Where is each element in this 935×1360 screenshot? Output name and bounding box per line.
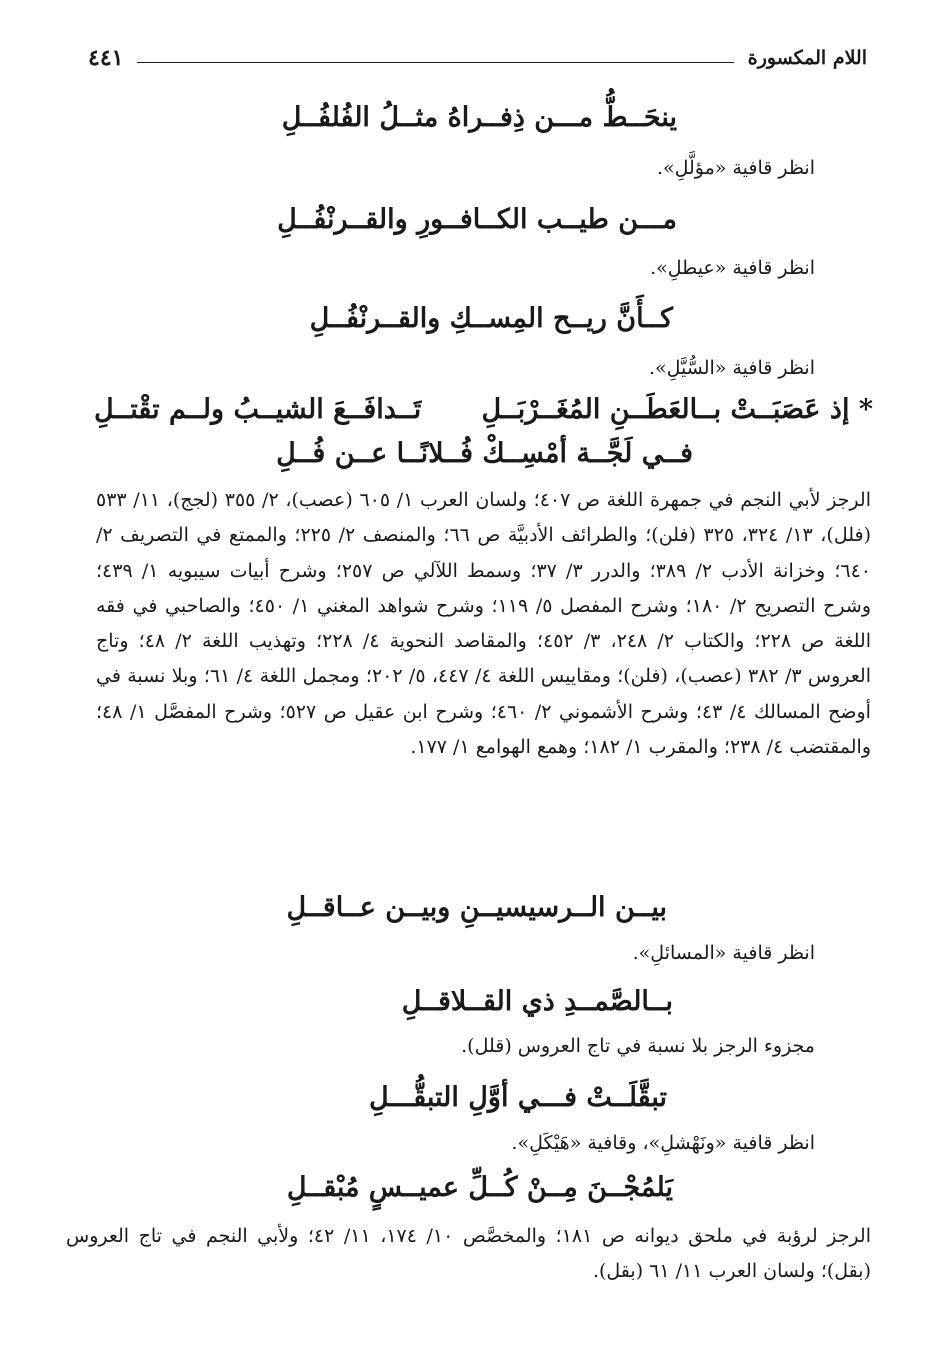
citation-paragraph: الرجز لأبي النجم في جمهرة اللغة ص ٤٠٧؛ ولسان العرب ١/ ٦٠٥ (عصب)، ٢/ ٣٥٥ (لجج)، ١١/ ٥٣٣ (فلل)، ١٣/ ٣٢٤، ٣٢٥ (فلن)؛ والطرائف الأدبيَّة ص ٦٦؛ والمنصف ٢/ ٢٢٥؛ والممتع في التصريف ٢/ ٦٤٠؛ وخزانة الأدب ٢/ ٣٨٩؛ والدرر ٣/ ٣٧؛ وسمط اللآلي ص ٢٥٧؛ وشرح أبيات سيبويه ١/ ٤٣٩؛ وشرح التصريح ٢/ ١٨٠؛ وشرح المفصل ٥/ ١١٩؛ وشرح شواهد المغني ١/ ٤٥٠؛ والصاحبي في فقه اللغة ص ٢٢٨؛ والكتاب ٢/ ٢٤٨، ٣/ ٤٥٢؛ والمقاصد النحوية ٤/ ٢٢٨؛ وتهذيب اللغة ٢/ ٤٨؛ وتاج العروس ٣/ ٣٨٢ (عصب)، (فلن)؛ ومقاييس اللغة ٤/ ٤٤٧، ٥/ ٢٠٢؛ ومجمل اللغة ٤/ ٦١؛ وبلا نسبة في أوضح المسالك ٤/ ٤٣؛ وشرح الأشموني ٢/ ٤٦٠؛ وشرح ابن عقيل ص ٥٢٧؛ وشرح المفصَّل ١/ ٤٨؛ والمقتضب ٤/ ٢٣٨؛ والمقرب ١/ ١٨٢؛ وهمع الهوامع ١/ ١٧٧. <box>96 489 872 759</box>
cross-reference: انظر قافية «السُّيَّلِ». <box>648 357 815 379</box>
verse-line: ينحَــطُّ مـــن ذِفــراهُ مثــلُ الفُلفُــلِ <box>281 102 677 133</box>
cross-reference: انظر قافية «مؤلَّلِ». <box>656 157 815 179</box>
cross-reference: انظر قافية «المسائلِ». <box>632 942 815 964</box>
chapter-title: اللام المكسورة <box>747 47 867 69</box>
citation-paragraph: الرجز لرؤبة في ملحق ديوانه ص ١٨١؛ والمخصَّص ١٠/ ١٧٤، ١١/ ٤٢؛ ولأبي النجم في تاج العروس (بقل)؛ ولسان العرب ١١/ ٦١ (بقل). <box>66 1225 871 1283</box>
cross-reference: مجزوء الرجز بلا نسبة في تاج العروس (قلل). <box>461 1035 815 1057</box>
cross-reference: انظر قافية «عيطلِ». <box>650 257 815 279</box>
verse-line: مـــن طيــب الكــافــورِ والقــرنْفُــلِ <box>277 204 677 235</box>
cross-reference: انظر قافية «ونَهْشلِ»، وقافية «هَيْكَلِ». <box>511 1132 815 1154</box>
verse-first-line <box>94 388 873 432</box>
starred-verse <box>94 388 873 476</box>
verse-line: يَلمُجْــنَ مِــنْ كُــلِّ عميــسٍ مُبْقــلِ <box>286 1172 673 1203</box>
hemistich-first <box>482 388 873 432</box>
star-marker: * <box>858 394 873 425</box>
verse-line: كــأَنَّ ريــح المِســكِ والقــرنْفُــلِ <box>309 303 673 334</box>
hemistich-first-text: إذ عَصَبَــتْ بــالعَطَــنِ المُغَــرْبَــلِ <box>481 394 850 425</box>
header-rule <box>137 62 733 63</box>
hemistich-second: تَــدافَــعَ الشيــبُ ولــم تقْتــلِ <box>94 394 422 425</box>
verse-line: بيــن الــرسيسيــنِ وبيــن عــاقــلِ <box>286 892 667 923</box>
page-number: ٤٤١ <box>88 45 124 71</box>
verse-line: تبقَّلَــتْ فـــي أوَّلِ التبقُّـــلِ <box>369 1082 667 1113</box>
verse-line: بــالصَّمــدِ ذي القــلاقــلِ <box>401 986 673 1017</box>
verse-second-line: فــي لَجَّــة أمْسِــكْ فُــلانًــا عــن فُــلِ <box>276 438 693 469</box>
running-header <box>88 38 867 78</box>
